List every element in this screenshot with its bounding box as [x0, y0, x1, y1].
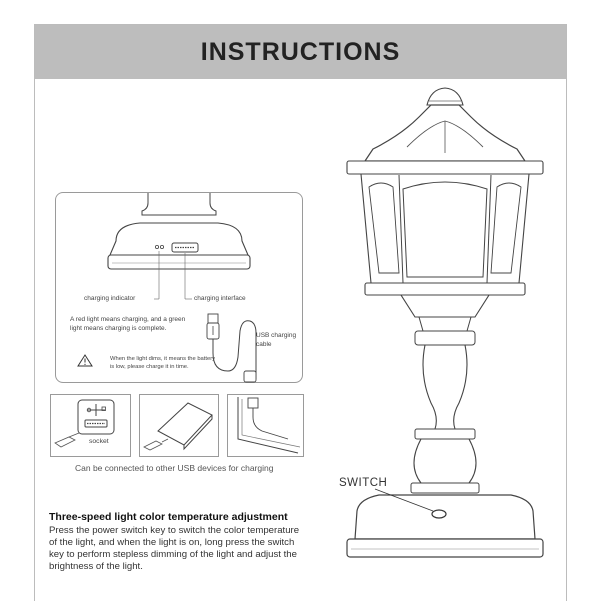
section-body: [49, 525, 321, 573]
light-note-line2: light means charging is complete.: [70, 325, 167, 332]
lamp-switch-button: [432, 510, 446, 518]
page-title: INSTRUCTIONS: [200, 37, 401, 66]
section-body-line: brightness of the light.: [49, 560, 143, 572]
instruction-sheet: [34, 24, 567, 601]
light-note-line1: A red light means charging, and a green: [70, 316, 186, 323]
devices-caption: Can be connected to other USB devices for charging: [75, 463, 274, 473]
warning-line2: is low, please charge it in time.: [110, 364, 189, 370]
section-body-line: Press the power switch key to switch the color temperature: [49, 525, 300, 536]
usb-cable-label-line2: cable: [256, 341, 272, 348]
charging-interface-label: charging interface: [194, 295, 246, 302]
charging-indicator-label: charging indicator: [84, 295, 136, 302]
section-title: Three-speed light color temperature adjustment: [49, 511, 288, 523]
section-body-line: key to perform stepless dimming of the light and adjust the: [49, 548, 297, 560]
warning-line1: When the light dims, it means the battery: [110, 356, 216, 362]
usb-cable-label-line1: USB charging: [256, 332, 297, 339]
socket-label: socket: [89, 438, 109, 445]
switch-label: SWITCH: [339, 477, 388, 489]
section-body-line: of the light, and when the light is on, long press the switch: [49, 536, 295, 548]
